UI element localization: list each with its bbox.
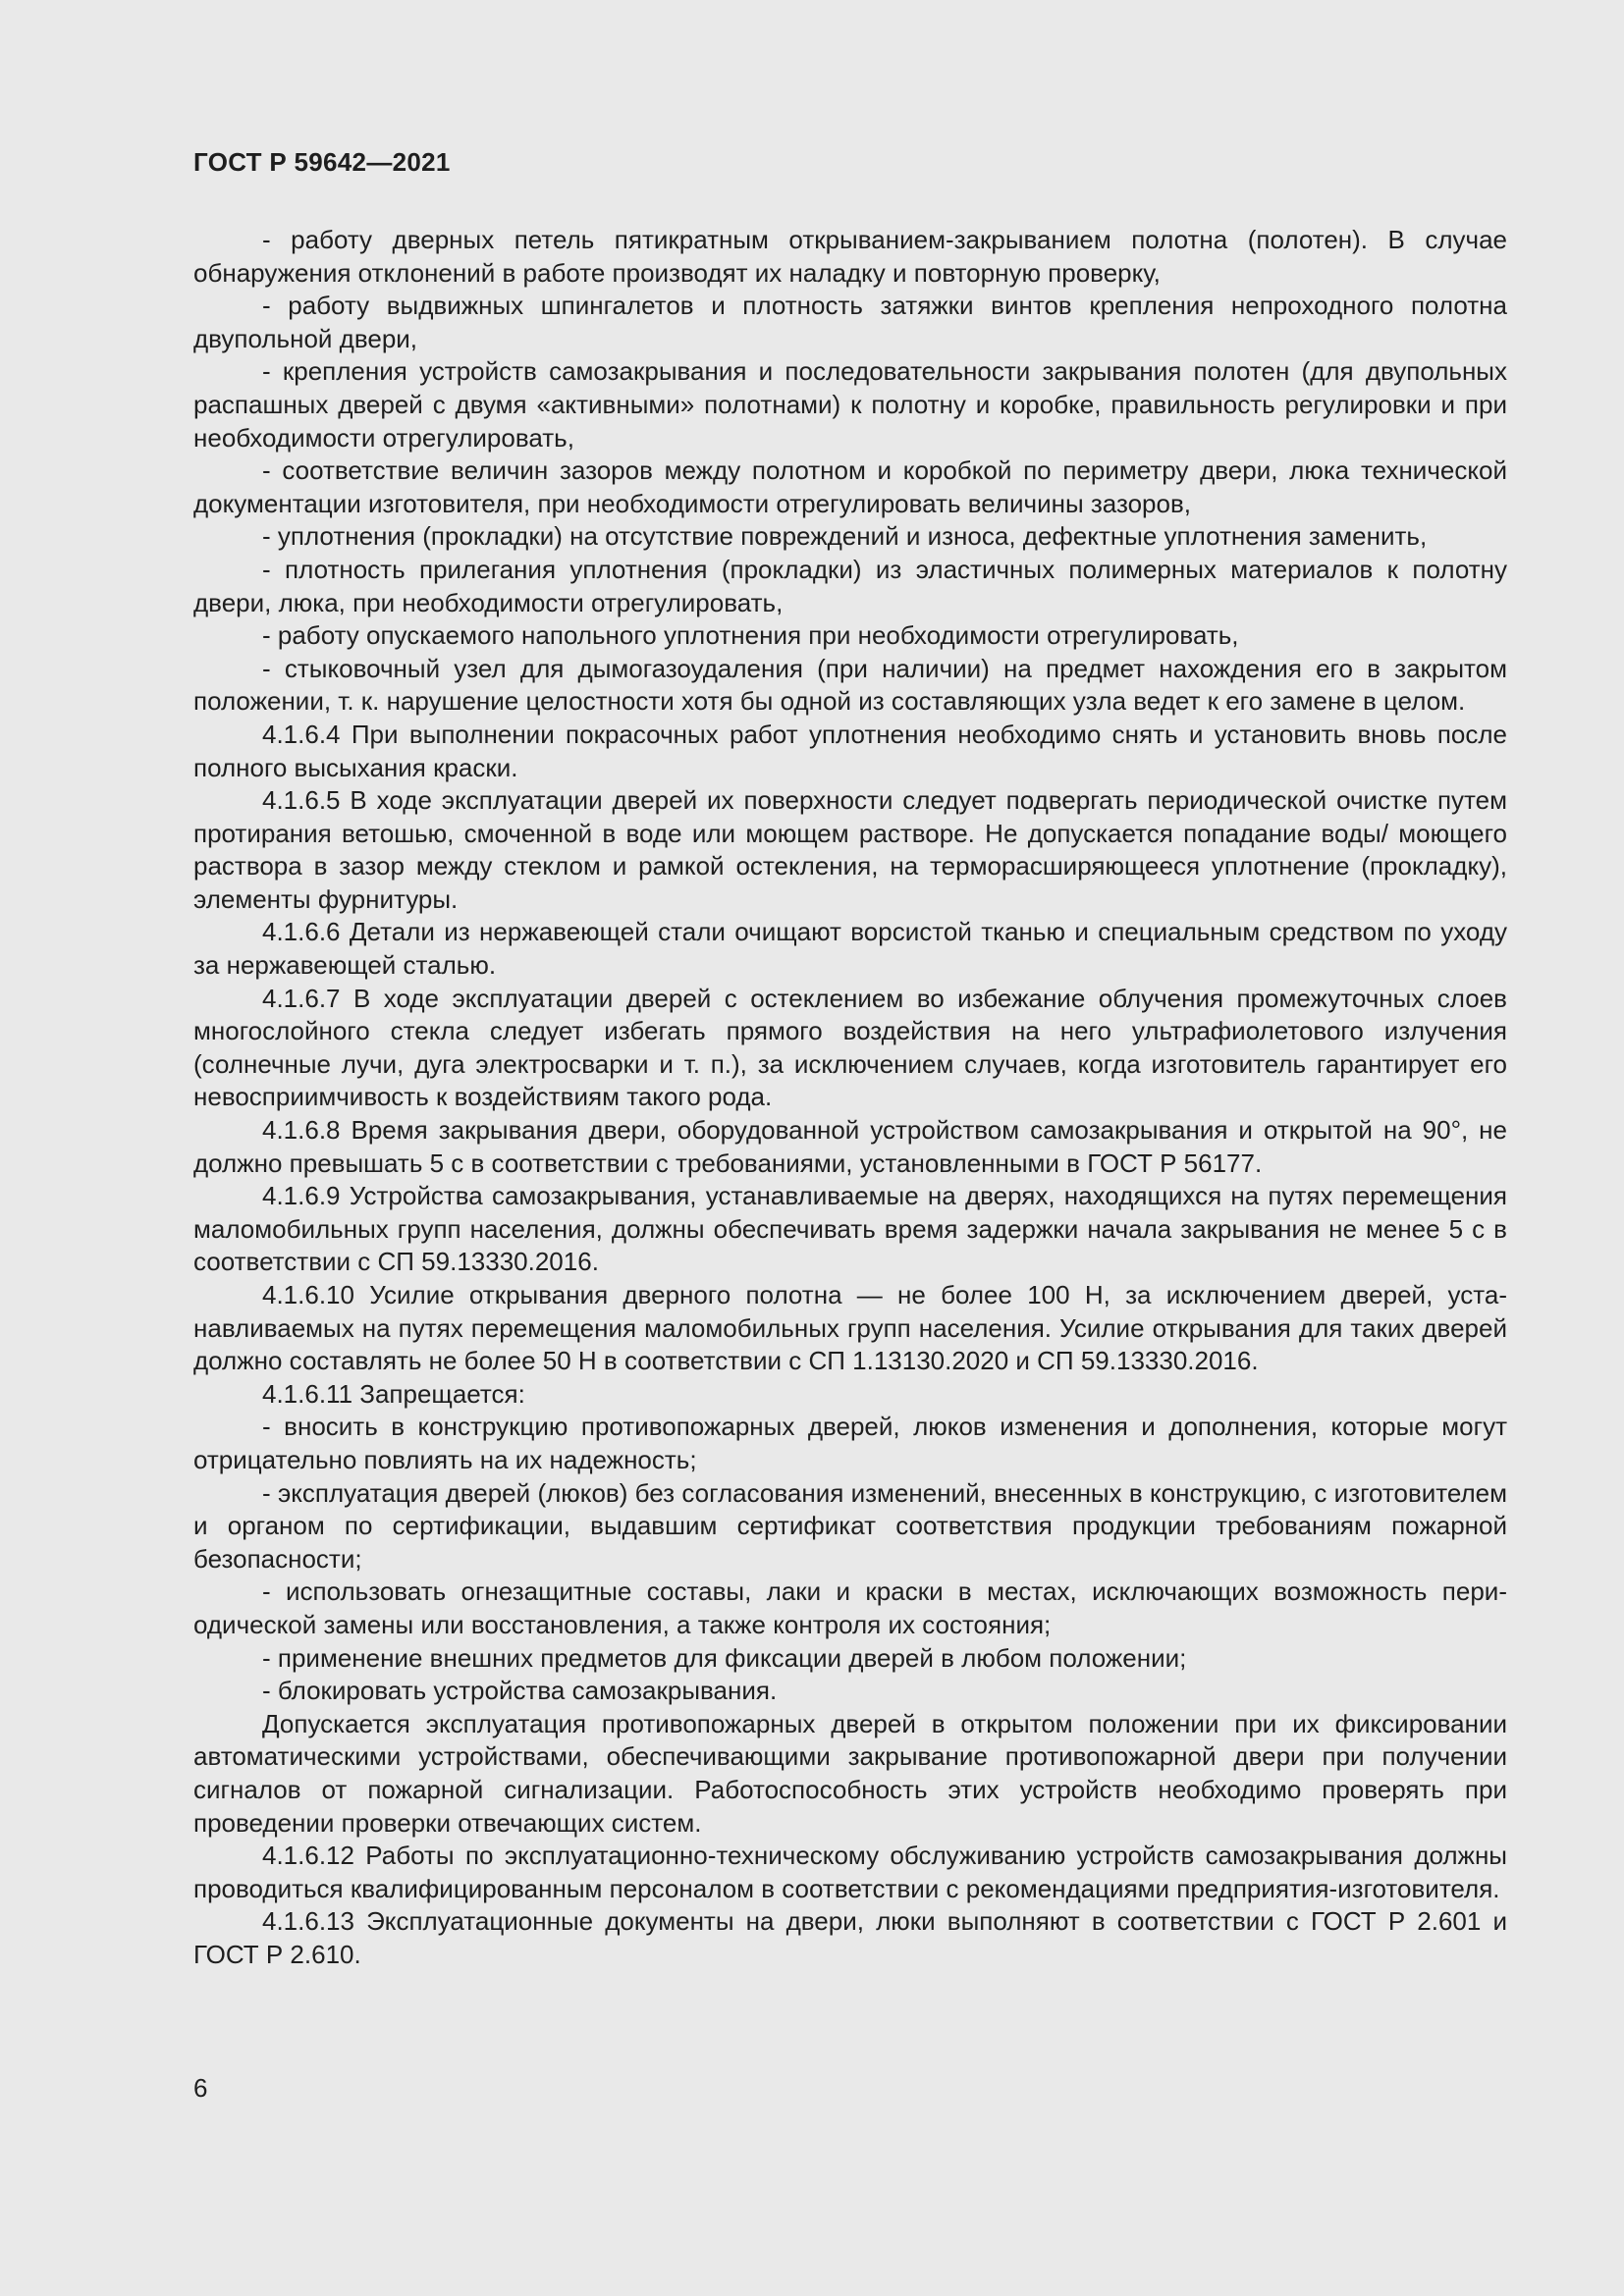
paragraph: 4.1.6.6 Детали из нержавеющей стали очищают ворсистой тканью и специальным средством по уходу за нержавеющей сталью. <box>193 917 1507 981</box>
document-body <box>193 224 1507 1971</box>
paragraph: 4.1.6.13 Эксплуатационные документы на двери, люки выполняют в соответствии с ГОСТ Р 2.601 и ГОСТ Р 2.610. <box>193 1906 1507 1969</box>
paragraph: - работу дверных петель пятикратным открыванием-закрыванием полотна (полотен). В случае обнаружения отклонений в работе производят их наладку и повторную проверку, <box>193 225 1507 288</box>
paragraph: - вносить в конструкцию противопожарных дверей, люков изменения и дополнения, которые могут отрицательно повлиять на их надежность; <box>193 1412 1507 1474</box>
paragraph: 4.1.6.11 Запрещается: <box>262 1378 525 1409</box>
paragraph: 4.1.6.8 Время закрывания двери, оборудованной устройством самозакрывания и открытой на 90°, не должно превышать 5 с в соответствии с требованиями, установленными в ГОСТ Р 56177. <box>193 1115 1507 1178</box>
paragraph: - применение внешних предметов для фиксации дверей в любом положении; <box>262 1642 1187 1673</box>
paragraph: - блокировать устройства самозакрывания. <box>262 1676 778 1706</box>
paragraph: Допускается эксплуатация противопожарных дверей в открытом положении при их фиксировании автоматическими устройствами, обеспечивающими закрывание противопожарной двери при получении сигналов от пожарной сигнализации. Работоспособность этих устройств необходимо проверять при проведении проверки отвечающих систем. <box>193 1708 1507 1838</box>
paragraph: - работу выдвижных шпингалетов и плотность затяжки винтов крепления непроходного полотна двупольной двери, <box>193 291 1507 353</box>
document-header: ГОСТ Р 59642—2021 <box>193 147 451 177</box>
paragraph: - уплотнения (прокладки) на отсутствие повреждений и износа, дефектные уплотнения заменить, <box>262 521 1428 552</box>
paragraph: - работу опускаемого напольного уплотнения при необходимости отрегулировать, <box>262 620 1239 651</box>
paragraph: 4.1.6.7 В ходе эксплуатации дверей с остеклением во избежание облучения промежуточных слоев многослойного стекла следует избегать прямого воздействия на него ультрафиолетового излучения (солнечные лучи, дуга электросварки и т. п.), за исключением случаев, когда изготовитель гарантирует его невосприимчивость к воздействиям такого рода. <box>193 983 1507 1112</box>
paragraph: 4.1.6.4 При выполнении покрасочных работ уплотнения необходимо снять и установить вновь после полного высыхания краски. <box>193 719 1507 782</box>
paragraph: - эксплуатация дверей (люков) без согласования изменений, внесенных в конструкцию, с изготовителем и органом по сертификации, выдавшим сертификат соответствия продукции требованиям пожарной безопасности; <box>193 1477 1507 1574</box>
paragraph: - соответствие величин зазоров между полотном и коробкой по периметру двери, люка технической документации изготовителя, при необходимости отрегулировать величины зазоров, <box>193 455 1507 518</box>
paragraph: - крепления устройств самозакрывания и последовательности закрывания полотен (для двупольных распашных дверей с двумя «активными» полотнами) к полотну и коробке, правильность регулировки и при необходимости отрегулировать, <box>193 356 1507 453</box>
paragraph: - использовать огнезащитные составы, лаки и краски в местах, исключающих возможность периодической замены или восстановления, а также контроля их состояния; <box>193 1576 1507 1639</box>
paragraph: 4.1.6.5 В ходе эксплуатации дверей их поверхности следует подвергать периодической очистке путем протирания ветошью, смоченной в воде или моющем растворе. Не допускается попадание воды/ моющего раствора в зазор между стеклом и рамкой остекления, на терморасширяющееся уплотнение (прокладку), элементы фурнитуры. <box>193 785 1507 914</box>
page-number: 6 <box>193 2073 208 2103</box>
paragraph: 4.1.6.10 Усилие открывания дверного полотна — не более 100 Н, за исключением дверей, устанавливаемых на путях перемещения маломобильных групп населения. Усилие открывания для таких дверей должно составлять не более 50 Н в соответствии с СП 1.13130.2020 и СП 59.13330.2016. <box>193 1280 1507 1376</box>
paragraph: - плотность прилегания уплотнения (прокладки) из эластичных полимерных материалов к полотну двери, люка, при необходимости отрегулировать, <box>193 554 1507 617</box>
paragraph: 4.1.6.9 Устройства самозакрывания, устанавливаемые на дверях, находящихся на путях перемещения маломобильных групп населения, должны обеспечивать время задержки начала закрывания не менее 5 с в соответствии с СП 59.13330.2016. <box>193 1181 1507 1277</box>
paragraph: 4.1.6.12 Работы по эксплуатационно-техническому обслуживанию устройств самозакрывания должны проводиться квалифицированным персоналом в соответствии с рекомендациями предприятия-изготовителя. <box>193 1841 1507 1903</box>
paragraph: - стыковочный узел для дымогазоудаления (при наличии) на предмет нахождения его в закрытом положении, т. к. нарушение целостности хотя бы одной из составляющих узла ведет к его замене в целом. <box>193 653 1507 717</box>
